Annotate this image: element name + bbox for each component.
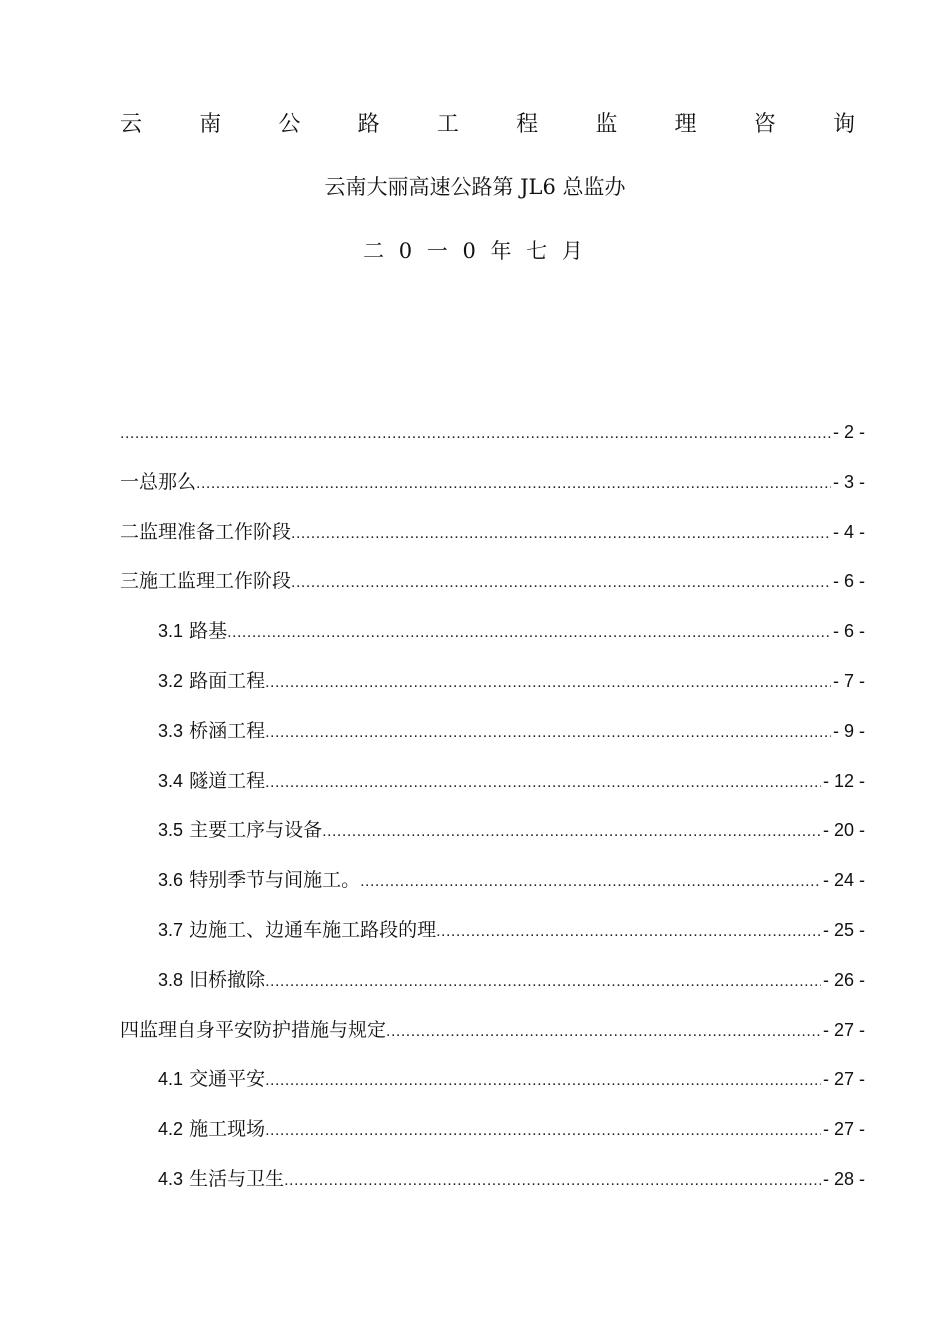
toc-entry-title: 施工现场	[189, 1118, 266, 1141]
toc-entry-title: 二监理准备工作阶段	[120, 520, 292, 543]
org-char: 云	[120, 112, 143, 137]
toc-entry-label	[158, 718, 265, 744]
org-char: 公	[278, 112, 301, 137]
toc-entry-title: 交通平安	[189, 1068, 266, 1091]
toc-dot-leader	[265, 670, 831, 696]
table-of-contents	[120, 419, 865, 1216]
office-subtitle: 云南大丽高速公路第 JL6 总监办	[324, 175, 626, 199]
toc-entry-title: 主要工序与设备	[189, 819, 323, 842]
toc-entry-number: 3.2	[158, 670, 184, 691]
toc-entry-number: 3.6	[158, 870, 184, 891]
toc-page-number: - 6 -	[832, 621, 865, 642]
toc-dot-leader	[265, 720, 831, 746]
toc-entry-title: 一总那么	[120, 470, 197, 493]
toc-dot-leader	[386, 1019, 821, 1045]
toc-page-number: - 9 -	[832, 720, 865, 741]
toc-page-number: - 6 -	[832, 571, 865, 592]
toc-entry-number: 3.1	[158, 621, 184, 642]
toc-entry-title: 隧道工程	[189, 769, 266, 792]
org-char: 监	[595, 112, 618, 137]
toc-entry-label	[158, 1166, 284, 1192]
toc-entry-label	[158, 618, 227, 644]
toc-entry-number: 4.3	[158, 1168, 184, 1189]
toc-entry[interactable]	[120, 718, 865, 768]
toc-page-number: - 2 -	[832, 422, 865, 442]
toc-entry-number: 3.5	[158, 820, 184, 841]
toc-entry-number: 3.8	[158, 969, 184, 990]
org-char: 询	[832, 112, 855, 137]
toc-entry[interactable]	[120, 668, 865, 718]
toc-dot-leader	[284, 1168, 821, 1194]
org-char: 程	[516, 112, 539, 137]
toc-entry[interactable]	[120, 1166, 865, 1216]
toc-entry-label	[158, 967, 265, 993]
toc-dot-leader	[436, 919, 821, 945]
toc-dot-leader	[322, 819, 821, 845]
org-char: 工	[436, 112, 459, 137]
toc-entry-label	[158, 917, 436, 943]
toc-entry-label	[158, 867, 360, 893]
toc-entry-label	[120, 519, 291, 545]
toc-page-number: - 24 -	[822, 870, 865, 891]
toc-dot-leader	[265, 1068, 821, 1094]
toc-dot-leader	[196, 471, 831, 497]
toc-entry-title: 四监理自身平安防护措施与规定	[120, 1018, 387, 1041]
toc-dot-leader	[265, 770, 821, 796]
org-char: 南	[199, 112, 222, 137]
toc-entry-label	[158, 817, 322, 843]
toc-page-number: - 27 -	[822, 1069, 865, 1090]
toc-entry[interactable]	[120, 1017, 865, 1067]
toc-dot-leader	[227, 620, 831, 646]
toc-entry-label	[158, 1066, 265, 1092]
org-char: 路	[357, 112, 380, 137]
toc-dot-leader	[265, 1118, 821, 1144]
toc-dot-leader	[291, 570, 831, 596]
toc-page-number: - 28 -	[822, 1168, 865, 1189]
toc-entry-label	[120, 469, 196, 495]
toc-page-number: - 7 -	[832, 670, 865, 691]
toc-entry-title: 生活与卫生	[189, 1167, 285, 1190]
toc-entry[interactable]	[120, 568, 865, 618]
toc-entry[interactable]	[120, 419, 865, 469]
toc-page-number: - 4 -	[832, 521, 865, 542]
toc-page-number: - 26 -	[822, 969, 865, 990]
org-char: 咨	[753, 112, 776, 137]
toc-entry-label	[120, 1017, 386, 1043]
toc-dot-leader	[360, 869, 821, 895]
toc-page-number: - 27 -	[822, 1019, 865, 1040]
toc-entry-number: 3.7	[158, 919, 184, 940]
toc-entry-title: 三施工监理工作阶段	[120, 570, 292, 593]
toc-entry-title: 特别季节与间施工。	[189, 869, 361, 892]
document-date: 二 0 一 0 年 七 月	[363, 239, 587, 263]
toc-page-number: - 3 -	[832, 471, 865, 492]
toc-entry-title: 路基	[189, 620, 228, 643]
org-char: 理	[674, 112, 697, 137]
toc-entry-label	[158, 1116, 265, 1142]
toc-entry[interactable]	[120, 967, 865, 1017]
toc-entry-label	[120, 568, 291, 594]
toc-dot-leader	[291, 521, 831, 547]
organization-title	[120, 110, 855, 140]
toc-entry-number: 4.2	[158, 1119, 184, 1140]
toc-page-number: - 25 -	[822, 919, 865, 940]
toc-entry-title: 旧桥撤除	[189, 968, 266, 991]
toc-entry[interactable]	[120, 469, 865, 519]
toc-entry[interactable]	[120, 618, 865, 668]
toc-entry[interactable]	[120, 817, 865, 867]
toc-entry[interactable]	[120, 1116, 865, 1166]
toc-entry[interactable]	[120, 1066, 865, 1116]
toc-dot-leader	[265, 969, 821, 995]
toc-dot-leader	[120, 421, 831, 447]
toc-page-number: - 12 -	[822, 770, 865, 791]
toc-entry-title: 路面工程	[189, 669, 266, 692]
toc-entry-title: 边施工、边通车施工路段的理	[189, 918, 437, 941]
toc-entry[interactable]	[120, 768, 865, 818]
toc-entry-number: 3.3	[158, 720, 184, 741]
toc-entry-number: 4.1	[158, 1069, 184, 1090]
toc-entry-label	[158, 668, 265, 694]
toc-page-number: - 20 -	[822, 820, 865, 841]
toc-entry[interactable]	[120, 519, 865, 569]
toc-entry[interactable]	[120, 917, 865, 967]
toc-page-number: - 27 -	[822, 1119, 865, 1140]
toc-entry[interactable]	[120, 867, 865, 917]
toc-entry-label	[158, 768, 265, 794]
toc-entry-title: 桥涵工程	[189, 719, 266, 742]
toc-entry-number: 3.4	[158, 770, 184, 791]
